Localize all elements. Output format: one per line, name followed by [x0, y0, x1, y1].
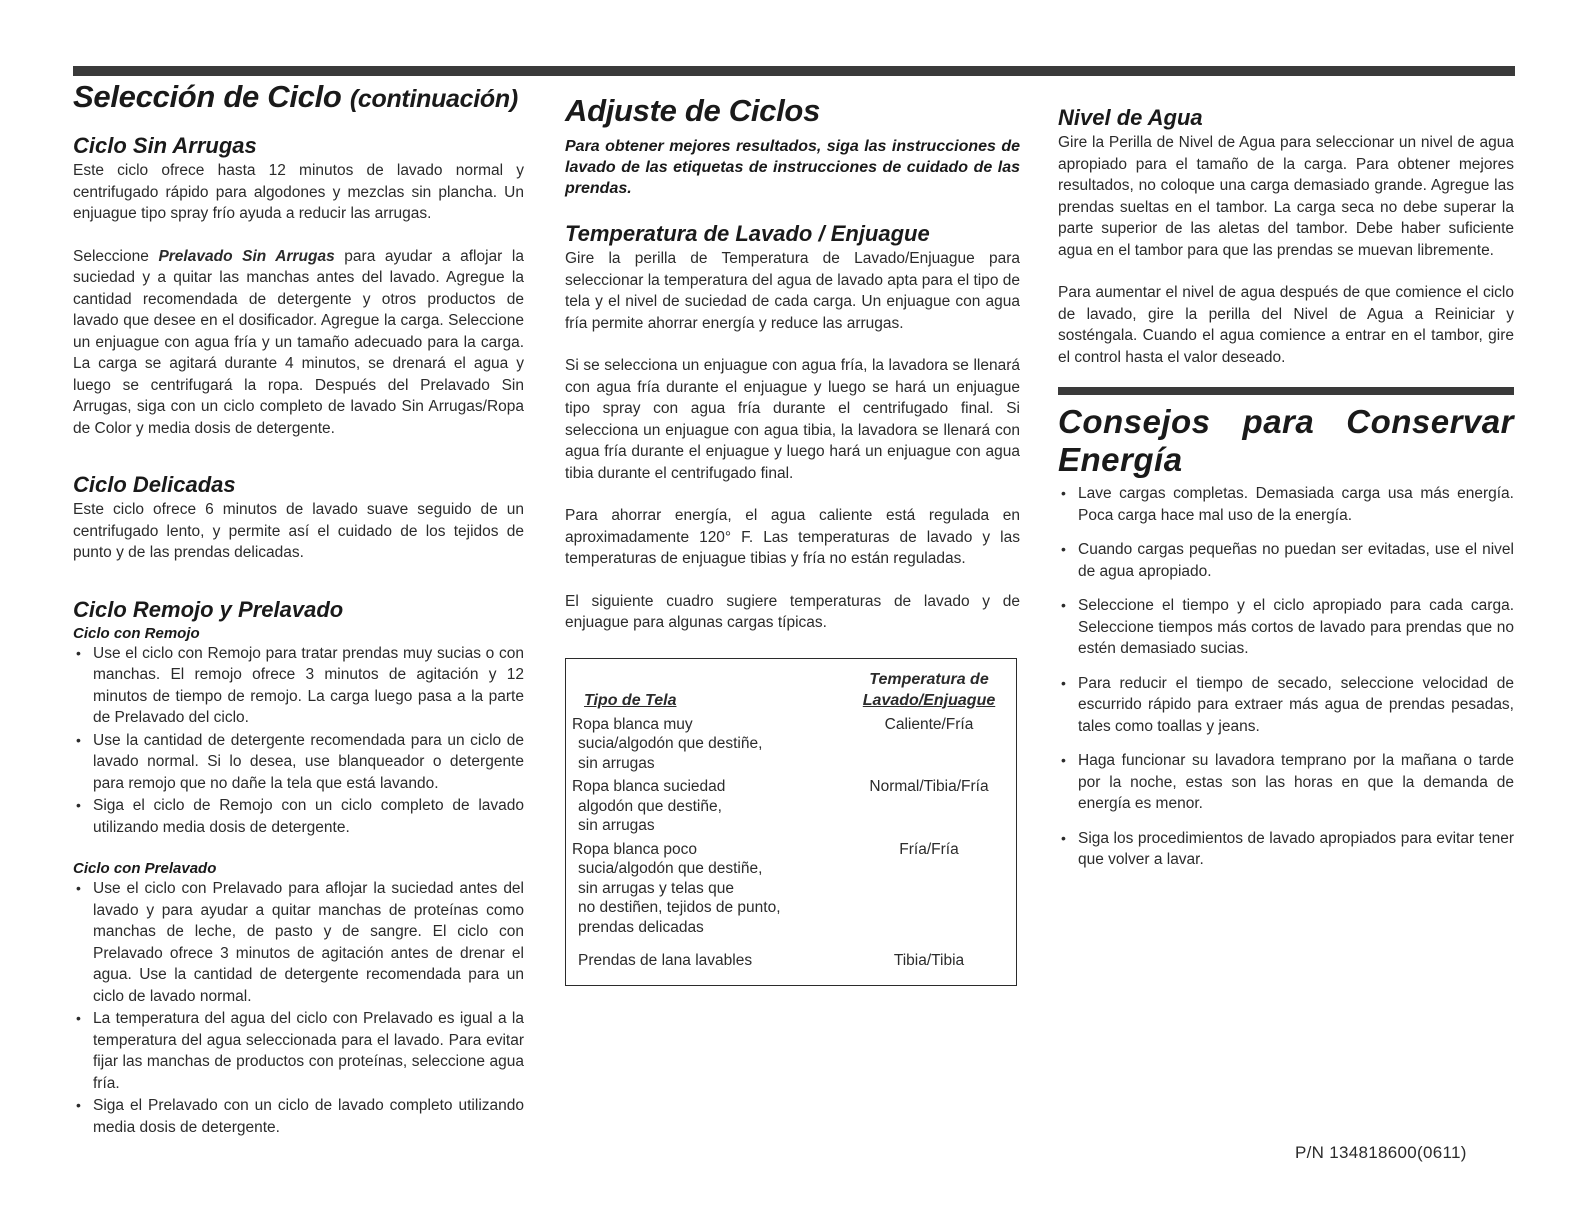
list-item: • Siga el Prelavado con un ciclo de lavado completo utilizando media dosis de detergente.	[76, 1097, 524, 1136]
paragraph-temperatura-3: Para ahorrar energía, el agua caliente está regulada en aproximadamente 120° F. Las temperaturas de lavado y las temperaturas de enjuague tibias y fría no están reguladas.	[565, 507, 1020, 567]
temperature-table	[565, 658, 1017, 986]
heading-consejos-line2: Energía	[1058, 441, 1183, 478]
column-seleccion-de-ciclo	[73, 78, 524, 1138]
paragraph-nivel-2: Para aumentar el nivel de agua después de que comience el ciclo de lavado, gire la perilla del Nivel de Agua a Reiniciar y sosténgala. Cuando el agua comience a entrar en el tambor, gire el control hasta el valor deseado.	[1058, 284, 1514, 366]
intro-instructions: Para obtener mejores resultados, siga las instrucciones de lavado de las etiquetas de instrucciones de cuidado de las prendas.	[565, 138, 1020, 197]
list-item: • Haga funcionar su lavadora temprano por la mañana o tarde por la noche, estas son las horas en que la demanda de energía es menor.	[1061, 752, 1514, 812]
paragraph-sin-arrugas-1: Este ciclo ofrece hasta 12 minutos de lavado normal y centrifugado rápido para algodones y mezclas sin plancha. Un enjuague tipo spray frío ayuda a reducir las arrugas.	[73, 162, 524, 222]
heading-adjuste-de-ciclos: Adjuste de Ciclos	[565, 93, 821, 128]
list-item: • Siga los procedimientos de lavado apropiados para evitar tener que volver a lavar.	[1061, 829, 1514, 868]
list-item: • Cuando cargas pequeñas no puedan ser evitadas, use el nivel de agua apropiado.	[1061, 541, 1514, 580]
table-row: Prendas de lana lavables Tibia/Tibia	[578, 952, 965, 969]
list-item: • Lave cargas completas. Demasiada carga usa más energía. Poca carga hace mal uso de la energía.	[1061, 485, 1514, 524]
heading-ciclo-remojo-prelavado: Ciclo Remojo y Prelavado	[73, 596, 344, 622]
paragraph-delicadas: Este ciclo ofrece 6 minutos de lavado suave seguido de un centrifugado lento, y permite así el cuidado de los tejidos de punto y de las prendas delicadas.	[73, 501, 524, 561]
table-row: Ropa blanca suciedad algodón que destiñe, sin arrugas Normal/Tibia/Fría	[572, 778, 989, 834]
subheading-ciclo-con-prelavado: Ciclo con Prelavado	[73, 860, 217, 877]
heading-ciclo-delicadas: Ciclo Delicadas	[73, 472, 236, 497]
top-rule	[73, 66, 1515, 76]
list-item: • Use el ciclo con Prelavado para aflojar la suciedad antes del lavado y para ayudar a quitar manchas de proteínas como manchas de leche, de pasto y de sangre. El ciclo con Prelavado ofrece 3 minutos de agitación antes de drenar el agua. Use la cantidad de detergente recomendada para un ciclo de lavado normal.	[76, 880, 524, 1005]
list-item: • Siga el ciclo de Remojo con un ciclo completo de lavado utilizando media dosis de detergente.	[76, 797, 524, 836]
table-row: Ropa blanca muy sucia/algodón que destiñe, sin arrugas Caliente/Fría	[572, 715, 974, 772]
page-title: Selección de Ciclo (continuación)	[73, 79, 518, 114]
subheading-ciclo-con-remojo: Ciclo con Remojo	[73, 624, 200, 642]
heading-ciclo-sin-arrugas: Ciclo Sin Arrugas	[73, 133, 257, 158]
list-item: • Use la cantidad de detergente recomendada para un ciclo de lavado normal. Si lo desea, use blanqueador o detergente para remojo que no dañe la tela que está lavando.	[76, 731, 524, 792]
heading-nivel-de-agua: Nivel de Agua	[1058, 105, 1203, 130]
table-header-tipo-de-tela: Tipo de Tela	[584, 691, 677, 709]
paragraph-sin-arrugas-2: Seleccione Prelavado Sin Arrugas para ayudar a aflojar la suciedad y a quitar las manchas antes del lavado. Agregue la cantidad recomendada de detergente y otros productos de lavado que desee en el dosificador. Agregue la carga. Seleccione un enjuague con agua fría y un tamaño adecuado para la carga. La carga se agitará durante 4 minutos, se drenará el agua y luego se centrifugará la ropa. Después del Prelavado Sin Arrugas, siga con un ciclo completo de lavado Sin Arrugas/Ropa de Color y media dosis de detergente.	[73, 247, 524, 437]
list-item: • La temperatura del agua del ciclo con Prelavado es igual a la temperatura del agua seleccionada para el lavado. Para evitar fijar las manchas de productos con proteínas, seleccione agua fría.	[76, 1010, 524, 1092]
paragraph-temperatura-1: Gire la perilla de Temperatura de Lavado/Enjuague para seleccionar la temperatura del agua de lavado apta para el tipo de tela y el nivel de suciedad de cada carga. Un enjuague con agua fría permite ahorrar energía y reduce las arrugas.	[565, 250, 1020, 332]
column-nivel-de-agua	[1058, 78, 1514, 871]
list-item: • Para reducir el tiempo de secado, seleccione velocidad de escurrido rápido para extraer más agua de prendas pesadas, tales como toallas y jeans.	[1061, 674, 1514, 735]
table-header-temperatura: Temperatura de Lavado/Enjuague	[862, 670, 996, 709]
heading-consejos-line1: Consejos para Conservar	[1058, 403, 1514, 440]
list-item: • Use el ciclo con Remojo para tratar prendas muy sucias o con manchas. El remojo ofrece 3 minutos de agitación y 12 minutos de tiempo de remojo. La carga luego pasa a la parte de Prelavado del ciclo.	[76, 644, 524, 726]
paragraph-nivel-1: Gire la Perilla de Nivel de Agua para seleccionar un nivel de agua apropiado para el tamaño de la carga. Para obtener mejores resultados, no coloque una carga demasiado grande. Agregue las prendas sueltas en el tambor. La carga seca no debe superar la parte superior de las aletas del tambor. Debe haber suficiente agua en el tambor para que las prendas se muevan libremente.	[1058, 134, 1514, 259]
part-number: P/N 134818600(0611)	[1295, 1143, 1467, 1162]
column-adjuste-de-ciclos	[565, 78, 1020, 986]
heading-temperatura: Temperatura de Lavado / Enjuague	[565, 221, 930, 246]
list-prelavado	[73, 878, 524, 1138]
paragraph-temperatura-2: Si se selecciona un enjuague con agua fría, la lavadora se llenará con agua fría durante el enjuague y luego se hará un enjuague tipo spray con agua fría durante el centrifugado final. Si selecciona un enjuague con agua tibia, la lavadora se llenará con agua fría durante el enjuague y luego hará un enjuague con agua tibia durante el centrifugado final.	[565, 357, 1020, 482]
paragraph-temperatura-4: El siguiente cuadro sugiere temperaturas de lavado y de enjuague para algunas cargas típicas.	[565, 592, 1020, 631]
list-consejos	[1058, 483, 1514, 871]
table-row: Ropa blanca poco sucia/algodón que destiñe, sin arrugas y telas que no destiñen, tejidos de punto, prendas delicadas Fría/Fría	[572, 840, 959, 936]
list-item: • Seleccione el tiempo y el ciclo apropiado para cada carga. Seleccione tiempos más cortos de lavado para prendas que no estén demasiado sucias.	[1061, 597, 1514, 657]
section-rule	[1058, 387, 1514, 395]
list-remojo	[73, 643, 524, 839]
